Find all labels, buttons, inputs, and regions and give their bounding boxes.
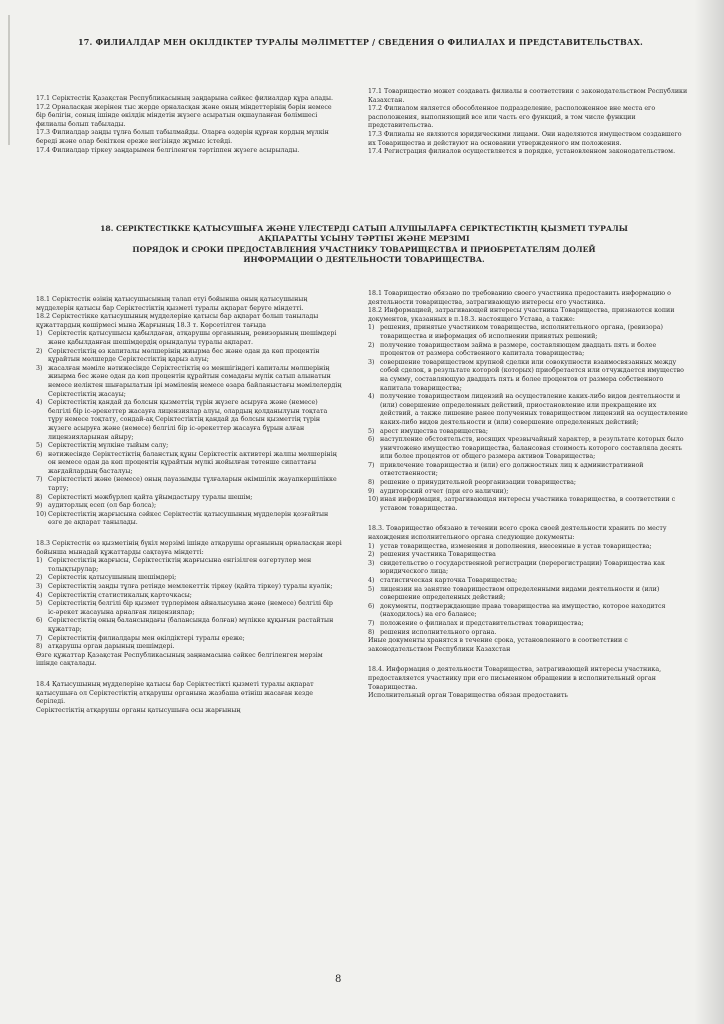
list-item-number: 8) bbox=[368, 479, 375, 487]
list-item-number: 10) bbox=[36, 510, 47, 518]
list-item-number: 6) bbox=[368, 436, 375, 444]
list-item-text: наступление обстоятельств, носящих чрезвычайный характер, в результате которых было уничтожено имущество товарищества, балансовая стоимость которого составляла десять или более процентов от общего размера активов Товарищества; bbox=[380, 436, 684, 461]
section-17-title: 17. ФИЛИАЛДАР МЕН ОКІЛДІКТЕР ТУРАЛЫ МӘЛІМЕТТЕР / СВЕДЕНИЯ О ФИЛИАЛАХ И ПРЕДСТАВИТЕЛЬСТВАХ. bbox=[78, 37, 644, 47]
list-item bbox=[36, 617, 342, 634]
list-item-number: 1) bbox=[36, 557, 43, 565]
paragraph-18-3-ru-tail: Иные документы хранятся в течение срока, установленного в соответствии с законодательством Республики Казахстан bbox=[368, 637, 628, 653]
list-item bbox=[368, 543, 690, 552]
list-item-number: 7) bbox=[36, 476, 43, 484]
list-item-text: Серіктестік қатысушының шешімдері; bbox=[48, 574, 177, 582]
paragraph-17-4-kz: 17.4 Филиалдар тіркеу заңдарымен белгіленген тәртіппен жүзеге асырылады. bbox=[36, 146, 300, 154]
list-item bbox=[36, 583, 342, 592]
list-item bbox=[368, 393, 690, 427]
list-item-text: решения исполнительного органа. bbox=[380, 628, 497, 636]
paragraph-18-4-kz-tail: Серіктестіктің атқарушы органы қатысушыға осы жарғының bbox=[36, 706, 241, 714]
list-item bbox=[368, 462, 690, 479]
list-item-number: 6) bbox=[36, 450, 43, 458]
list-item bbox=[36, 442, 342, 451]
list-item-number: 5) bbox=[36, 600, 43, 608]
section-18-title bbox=[34, 224, 694, 265]
list-item-text: устав товарищества, изменения и дополнения, внесенные в устав товарищества; bbox=[380, 542, 652, 550]
list-item-number: 9) bbox=[36, 502, 43, 510]
list-item-text: Серіктестікті және (немесе) оның лауазымды тұлғаларын әкімшілік жауапкершілікке тарту; bbox=[48, 476, 337, 493]
list-item-text: решения, принятые участником товарищества, исполнительного органа, (ревизора) товарищества и информация об исполнении принятых решений; bbox=[380, 324, 663, 340]
list-item bbox=[368, 629, 690, 638]
list-item bbox=[368, 560, 690, 577]
list-item bbox=[368, 586, 690, 603]
list-item bbox=[368, 342, 690, 359]
list-item bbox=[36, 600, 342, 617]
list-item-text: Серіктестіктің өз капиталы мөлшерінің жиырма бес және одан да көп процентін құрайтын мөлшерде Серіктестіктің қарыз алуы; bbox=[48, 347, 320, 364]
paragraph-17-1-ru: 17.1 Товарищество может создавать филиалы в соответствии с законодательством Республики Казахстан. bbox=[368, 88, 688, 104]
ru-documents-list bbox=[368, 543, 690, 638]
section-18-title-line: ПОРЯДОК И СРОКИ ПРЕДОСТАВЛЕНИЯ УЧАСТНИКУ ТОВАРИЩЕСТВА И ПРИОБРЕТАТЕЛЯМ ДОЛЕЙ bbox=[132, 244, 596, 254]
list-item bbox=[36, 494, 342, 503]
list-item bbox=[36, 643, 342, 652]
list-item-text: Серіктестік қатысушысы қабылдаған, атқарушы органының, ревизорының шешімдері және қабылданған шешімдердің орындалуы туралы ақпарат. bbox=[48, 330, 337, 346]
list-item-text: жасалған мәміле нәтижесінде Серіктестіктің өз меншігіндегі капиталы мөлшерінің жиырма бес және одан да көп процентін құрайтын сомадағы мүлік сатып алынатын немесе иеліктен шығарылатын ірі мәміленің немесе өзара байланыстағы мәмілелердің Серіктестіктің жасауы; bbox=[48, 364, 342, 398]
list-item-text: Серіктестіктің жарғысы, Серіктестіктің жарғысына енгізілген өзгертулер мен толықтырулар; bbox=[48, 557, 312, 573]
section-18-title-line: 18. СЕРІКТЕСТІККЕ ҚАТЫСУШЫҒА ЖӘНЕ ҮЛЕСТЕРДІ САТЫП АЛУШЫЛАРҒА СЕРІКТЕСТІКТІҢ ҚЫЗМЕТІ ТУРАЛЫ bbox=[100, 224, 628, 233]
list-item-number: 5) bbox=[368, 427, 375, 435]
list-item bbox=[36, 592, 342, 601]
list-item-number: 2) bbox=[368, 341, 375, 349]
list-item bbox=[368, 577, 690, 586]
list-item-number: 2) bbox=[36, 574, 43, 582]
list-item-number: 4) bbox=[36, 591, 43, 599]
list-item bbox=[368, 436, 690, 462]
ru-info-list bbox=[368, 324, 690, 513]
paragraph-18-1-kz: 18.1 Серіктестік өзінің қатысушысының талап етуі бойынша оның қатысушының мүдделерін қатысы бар Серіктестіктің қызметі туралы ақпарат беруге міндетті. bbox=[36, 296, 308, 312]
list-item-text: нәтижесінде Серіктестіктің баланстық құны Серіктестік активтері жалпы мөлшерінің он немесе одан да көп процентін құрайтын мүлкі жойылған төтенше сипаттағы жағдайлардың басталуы; bbox=[48, 450, 337, 475]
list-item bbox=[368, 488, 690, 497]
list-item-text: атқарушы орган дарының шешімдері. bbox=[48, 643, 175, 651]
list-item-text: Серіктестікті мәжбүрлеп қайта ұйымдастыру туралы шешім; bbox=[48, 493, 253, 501]
list-item-text: решения участника Товарищества bbox=[380, 551, 496, 559]
kz-documents-list bbox=[36, 557, 342, 652]
list-item-text: документы, подтверждающие права товарищества на имущество, которое находится (находилось) на его балансе; bbox=[380, 602, 666, 619]
list-item-number: 9) bbox=[368, 487, 375, 495]
paragraph-18-1-ru: 18.1 Товарищество обязано по требованию своего участника предоставить информацию о деятельности товарищества, затрагивающую интересы его участника. bbox=[368, 290, 671, 306]
paragraph-18-3-kz-tail: Өзге құжаттар Қазақстан Республикасының заңнамасына сәйкес белгіленген мерзім ішінде сақталады. bbox=[36, 651, 323, 668]
list-item bbox=[368, 603, 690, 620]
list-item-number: 3) bbox=[368, 559, 375, 567]
list-item-number: 6) bbox=[368, 602, 375, 610]
list-item bbox=[36, 365, 342, 399]
list-item-text: получение товариществом займа в размере, составляющем двадцать пять и более процентов от размера собственного капитала товарищества; bbox=[380, 341, 657, 358]
list-item bbox=[36, 557, 342, 574]
list-item-number: 1) bbox=[368, 324, 375, 332]
list-item-number: 3) bbox=[36, 364, 43, 372]
list-item-number: 7) bbox=[368, 619, 375, 627]
list-item-number: 10) bbox=[368, 496, 379, 504]
list-item-number: 5) bbox=[368, 585, 375, 593]
section-17-kz-column bbox=[36, 95, 336, 155]
list-item-text: Серіктестіктің оның балансындағы (балансында болған) мүлікке құқығын растайтын құжаттар; bbox=[48, 617, 334, 633]
list-item bbox=[36, 635, 342, 644]
list-item-text: Серіктестіктің филиалдары мен өкілдіктері туралы ереже; bbox=[48, 634, 245, 642]
list-item bbox=[36, 348, 342, 365]
list-item-text: совершение товариществом крупной сделки или совокупности взаимосвязанных между собой сделок, в результате которой (которых) приобретается или отчуждается имущество на сумму, составляющую двадцать пять и более процентов от размера собственного капитала товарищества; bbox=[380, 358, 684, 392]
list-item-number: 6) bbox=[36, 617, 43, 625]
paragraph-17-4-ru: 17.4 Регистрация филиалов осуществляется в порядке, установленном законодательством. bbox=[368, 148, 676, 156]
paragraph-17-1-kz: 17.1 Серіктестік Қазақстан Республикасының заңдарына сәйкес филиалдар құра алады. bbox=[36, 95, 333, 102]
list-item bbox=[36, 502, 342, 511]
list-item bbox=[36, 330, 342, 347]
list-item-text: аудиторлық есеп (ол бар болса); bbox=[48, 502, 157, 510]
list-item-text: решение о принудительной реорганизации товарищества; bbox=[380, 479, 576, 487]
list-item-text: положение о филиалах и представительствах товарищества; bbox=[380, 619, 584, 627]
list-item-text: статистическая карточка Товарищества; bbox=[380, 577, 518, 584]
paragraph-18-4-ru: 18.4. Информация о деятельности Товарищества, затрагивающей интересы участника, предоставляется участнику при его письменном обращении в исполнительный орган Товарищества. bbox=[368, 666, 662, 691]
paragraph-17-2-kz: 17.2 Орналасқан жерінен тыс жерде орналасқан және оның міндеттерінің бәрін немесе бір бөлігін, соның ішінде өкілдік міндетін жүзеге асыратын оқшауланған бөлімшесі филиалы болып табылады. bbox=[36, 103, 332, 128]
list-item-number: 8) bbox=[36, 493, 43, 501]
list-item-number: 1) bbox=[36, 330, 43, 338]
list-item-number: 4) bbox=[368, 577, 375, 584]
paragraph-18-2-kz: 18.2 Серіктестікке қатысушының мүдделеріне қатысы бар ақпарат болып танылады құжаттардың көшірмесі мына Жарғының 18.3 т. Көрсетілген тағыда bbox=[36, 313, 319, 329]
list-item bbox=[36, 511, 342, 528]
list-item-number: 4) bbox=[368, 393, 375, 401]
list-item bbox=[368, 324, 690, 341]
section-17-ru-column bbox=[368, 88, 688, 157]
paragraph-18-4-kz: 18.4 Қатысушының мүдделеріне қатысы бар Серіктестікті қызметі туралы ақпарат қатысушыға ол Серіктестіктің атқарушы органына жазбаша өтініш жасаған кезде беріледі. bbox=[36, 680, 314, 706]
list-item bbox=[368, 359, 690, 393]
binding-mark bbox=[8, 15, 10, 145]
list-item-number: 5) bbox=[36, 442, 43, 450]
list-item-text: Серіктестіктің белгілі бір қызмет түрлерімен айналысуына және (немесе) белгілі бір іс-әрекет жасауына арналған лицензиялар; bbox=[48, 600, 333, 616]
section-18-title-line: АҚПАРАТТЫ ҰСЫНУ ТӘРТІБІ ЖӘНЕ МЕРЗІМІ bbox=[258, 234, 470, 244]
paragraph-18-3-ru: 18.3. Товарищество обязано в течении всего срока своей деятельности хранить по месту нахождения исполнительного органа следующие документы: bbox=[368, 525, 667, 542]
list-item-number: 2) bbox=[36, 347, 43, 355]
list-item bbox=[368, 496, 690, 513]
list-item-number: 1) bbox=[368, 542, 375, 550]
list-item-text: иная информация, затрагивающая интересы участника товарищества, в соответствии с уставом товарищества. bbox=[380, 496, 676, 512]
list-item-text: Серіктестіктің жарғысына сәйкес Серіктестік қатысушының мүдделерін қозғайтын өзге де ақпарат танылады. bbox=[48, 510, 329, 527]
list-item-text: Серіктестіктің мүлкіне тыйым салу; bbox=[48, 442, 169, 450]
list-item-text: аудиторский отчет (при его наличии); bbox=[380, 487, 509, 495]
list-item-number: 8) bbox=[368, 628, 375, 636]
list-item-text: свидетельство о государственной регистрации (перерегистрации) Товарищества как юридического лица; bbox=[380, 559, 665, 576]
list-item bbox=[368, 620, 690, 629]
kz-info-list bbox=[36, 330, 342, 528]
list-item bbox=[36, 451, 342, 477]
list-item-text: лицензии на занятие товариществом определенными видами деятельности и (или) совершение определенных действий; bbox=[380, 585, 660, 602]
list-item-text: привлечение товарищества и (или) его должностных лиц к административной ответственности; bbox=[380, 461, 644, 478]
section-18-title-line: ИНФОРМАЦИИ О ДЕЯТЕЛЬНОСТИ ТОВАРИЩЕСТВА. bbox=[243, 254, 485, 264]
list-item bbox=[368, 428, 690, 437]
page-number: 8 bbox=[335, 974, 342, 985]
list-item-text: Серіктестіктің статистикалық карточкасы; bbox=[48, 591, 192, 599]
list-item-number: 3) bbox=[36, 583, 43, 590]
list-item-text: Серіктестіктің заңды тұлға ретінде мемлекеттік тіркеу (қайта тіркеу) туралы куәлік; bbox=[48, 583, 333, 590]
paragraph-17-3-kz: 17.3 Филиалдар заңды тұлға болып табылмайды. Оларға өздерін құрған кордың мүлкін береді және олар бекіткен ереже негізінде жұмыс істейді. bbox=[36, 129, 329, 145]
list-item bbox=[368, 551, 690, 560]
paragraph-18-2-ru: 18.2 Информацией, затрагивающей интересы участника Товарищества, признаются копии документов, указанных в п.18.3. настоящего Устава, а также: bbox=[368, 307, 675, 323]
list-item-text: Серіктестіктің қандай да болсын қызметтің түрін жүзеге асыруға және (немесе) белгілі бір іс-әрекеттер жасауға лицензиялар алуы, олардың қолданылуын тоқтата тұру немесе тоқтату, сондай-ақ Серіктестіктің қандай да болсын қызметтің түрін жүзеге асыруға және (немесе) белгілі бір іс-әрекеттер жасауға бұрын алған лицензияларынан айыру; bbox=[48, 399, 328, 441]
list-item bbox=[36, 574, 342, 583]
paragraph-18-4-ru-tail: Исполнительный орган Товарищества обязан предоставить bbox=[368, 692, 568, 700]
paragraph-17-3-ru: 17.3 Филиалы не являются юридическими лицами. Они наделяются имуществом создавшего их Товарищества и действуют на основании утвержденного им положения. bbox=[368, 130, 682, 147]
list-item-number: 8) bbox=[36, 643, 43, 651]
paragraph-18-3-kz: 18.3 Серіктестік өз қызметінің бүкіл мерзімі ішінде атқарушы органының орналасқан жері бойынша мынадай құжаттарды сақтауға міндетті: bbox=[36, 540, 342, 556]
list-item-text: получение товариществом лицензий на осуществление каких-либо видов деятельности и (или) совершение определенных действий, приостановление или прекращение их действий, а также лишение ранее полученных товариществом лицензий на осуществление каких-либо видов деятельности и (или) совершение определенных действий; bbox=[380, 393, 688, 426]
list-item-number: 3) bbox=[368, 358, 375, 366]
list-item bbox=[368, 479, 690, 488]
scan-edge-shadow bbox=[694, 0, 724, 1024]
paragraph-17-2-ru: 17.2 Филиалом является обособленное подразделение, расположенное вне места его расположения, выполняющий все или часть его функций, в том числе функции представительства. bbox=[368, 105, 656, 130]
section-18-kz-column bbox=[36, 296, 342, 715]
list-item-number: 4) bbox=[36, 399, 43, 407]
list-item-text: арест имущества товарищества; bbox=[380, 427, 489, 435]
section-18-ru-column bbox=[368, 290, 690, 701]
list-item bbox=[36, 476, 342, 493]
list-item-number: 7) bbox=[368, 461, 375, 469]
list-item bbox=[36, 399, 342, 442]
list-item-number: 7) bbox=[36, 634, 43, 642]
list-item-number: 2) bbox=[368, 551, 375, 559]
